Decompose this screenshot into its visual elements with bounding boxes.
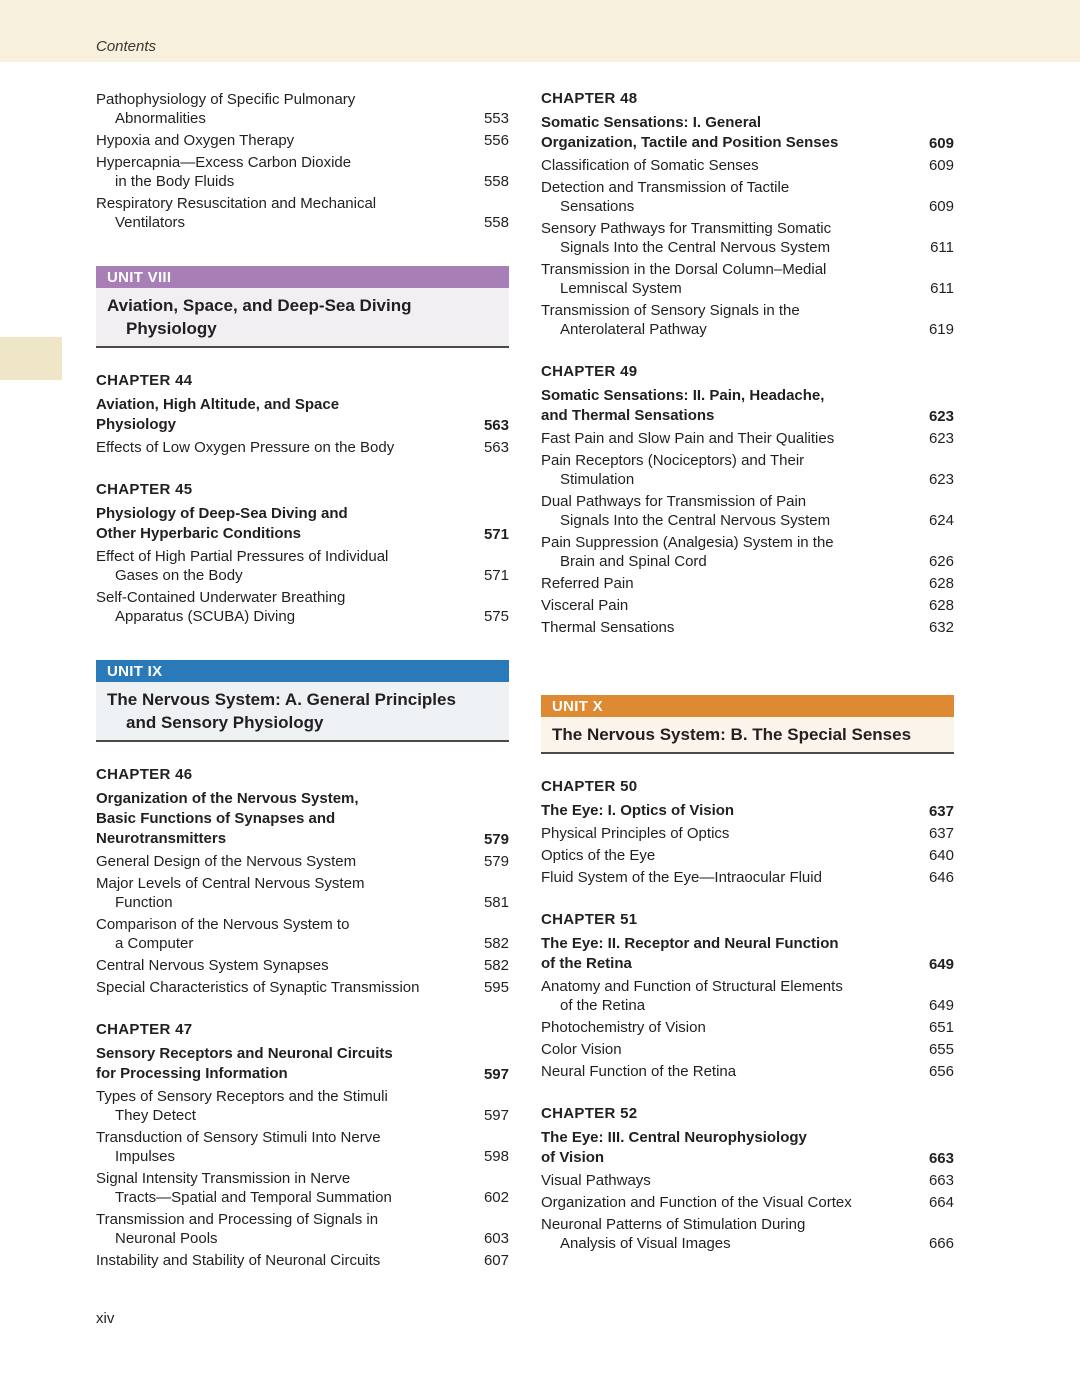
- toc-entry-text: [541, 1193, 917, 1212]
- chapter-51-section: [541, 911, 954, 1081]
- toc-entry-text: [96, 978, 472, 997]
- page-ref: 597: [483, 1066, 509, 1083]
- page-ref: 579: [483, 853, 509, 870]
- text-line: in the Body Fluids: [115, 173, 235, 190]
- toc-entry: [96, 915, 509, 953]
- unit-title-text: [552, 723, 944, 746]
- toc-entry-text: [96, 852, 472, 871]
- text-line: Aviation, Space, and Deep-Sea Diving: [107, 296, 412, 315]
- unit-label: UNIT IX: [107, 662, 163, 680]
- toc-entry: [541, 260, 954, 298]
- toc-entry-text: [96, 915, 472, 953]
- page-ref: 597: [483, 1107, 509, 1124]
- page-ref: 563: [483, 439, 509, 456]
- chapter-heading: CHAPTER 51: [541, 911, 638, 928]
- text-line: General Design of the Nervous System: [96, 853, 357, 870]
- text-line: Physiology: [96, 416, 177, 433]
- text-line: Apparatus (SCUBA) Diving: [115, 608, 296, 625]
- chapter-heading: CHAPTER 46: [96, 766, 193, 783]
- text-line: Color Vision: [541, 1041, 622, 1058]
- toc-entry-group: [541, 977, 954, 1081]
- text-line: Instability and Stability of Neuronal Circuits: [96, 1252, 381, 1269]
- page-ref: 624: [928, 512, 954, 529]
- text-line: Neuronal Pools: [115, 1230, 218, 1247]
- chapter-title: [541, 1128, 954, 1168]
- unit-title-text: [107, 294, 499, 340]
- toc-entry: [96, 1169, 509, 1207]
- page-ref: 609: [928, 198, 954, 215]
- text-line: Neuronal Patterns of Stimulation During: [541, 1216, 806, 1233]
- chapter-heading: CHAPTER 48: [541, 90, 638, 107]
- text-line: Somatic Sensations: II. Pain, Headache,: [541, 387, 825, 404]
- text-line: Effect of High Partial Pressures of Individual: [96, 548, 389, 565]
- page-ref: 656: [928, 1063, 954, 1080]
- text-line: Function: [115, 894, 173, 911]
- toc-entry: [96, 874, 509, 912]
- text-line: Detection and Transmission of Tactile: [541, 179, 790, 196]
- text-line: Pain Receptors (Nociceptors) and Their: [541, 452, 805, 469]
- text-line: Visceral Pain: [541, 597, 629, 614]
- page-ref: 556: [483, 132, 509, 149]
- chapter-heading: CHAPTER 44: [96, 372, 193, 389]
- text-line: Aviation, High Altitude, and Space: [96, 396, 340, 413]
- text-line: Ventilators: [115, 214, 186, 231]
- page-ref: 598: [483, 1148, 509, 1165]
- page-number: xiv: [96, 1310, 115, 1327]
- text-line: Tracts—Spatial and Temporal Summation: [115, 1189, 392, 1206]
- page-header: Contents: [96, 38, 157, 55]
- chapter-52-section: [541, 1105, 954, 1253]
- unit-label: UNIT X: [552, 697, 603, 715]
- text-line: Pathophysiology of Specific Pulmonary: [96, 91, 356, 108]
- toc-entry-text: [541, 156, 917, 175]
- page-ref: 664: [928, 1194, 954, 1211]
- toc-entry-group: [96, 438, 509, 457]
- page-ref: 632: [928, 619, 954, 636]
- text-line: Sensations: [560, 198, 635, 215]
- text-line: The Eye: I. Optics of Vision: [541, 802, 735, 819]
- toc-entry-text: [96, 1128, 472, 1166]
- page-ref: 663: [928, 1172, 954, 1189]
- toc-entry-text: [541, 533, 917, 571]
- text-line: Central Nervous System Synapses: [96, 957, 329, 974]
- toc-entry-group: [541, 824, 954, 887]
- toc-entry-text: [541, 260, 918, 298]
- chapter-heading: CHAPTER 47: [96, 1021, 193, 1038]
- toc-entry-group: [96, 1087, 509, 1270]
- page-ref: 581: [483, 894, 509, 911]
- page-ref: 595: [483, 979, 509, 996]
- page-ref: 628: [928, 597, 954, 614]
- text-line: Photochemistry of Vision: [541, 1019, 706, 1036]
- text-line: Sensory Pathways for Transmitting Somatic: [541, 220, 832, 237]
- text-line: for Processing Information: [96, 1065, 288, 1082]
- toc-entry-text: [96, 90, 472, 128]
- toc-entry: [541, 846, 954, 865]
- page-ref: 609: [928, 157, 954, 174]
- chapter-title-text: [541, 934, 917, 974]
- toc-entry-text: [541, 846, 917, 865]
- page-ref: 611: [930, 239, 954, 256]
- text-line: Signals Into the Central Nervous System: [560, 239, 831, 256]
- toc-entry-text: [96, 1251, 472, 1270]
- toc-entry: [541, 824, 954, 843]
- toc-entry: [541, 429, 954, 448]
- chapter-heading: CHAPTER 45: [96, 481, 193, 498]
- page-ref: 582: [483, 935, 509, 952]
- toc-entry: [96, 1128, 509, 1166]
- text-line: Transmission and Processing of Signals in: [96, 1211, 379, 1228]
- toc-entry: [96, 956, 509, 975]
- toc-entry: [541, 977, 954, 1015]
- toc-entry-text: [541, 219, 918, 257]
- text-line: of the Retina: [541, 955, 632, 972]
- text-line: Hypoxia and Oxygen Therapy: [96, 132, 295, 149]
- toc-entry-text: [541, 574, 917, 593]
- text-line: The Eye: II. Receptor and Neural Function: [541, 935, 839, 952]
- chapter-45-section: [96, 481, 509, 626]
- text-line: Self-Contained Underwater Breathing: [96, 589, 346, 606]
- text-line: Stimulation: [560, 471, 635, 488]
- unit-edge-tab: [0, 337, 62, 380]
- page-ref: 571: [483, 526, 509, 543]
- toc-entry-text: [96, 874, 472, 912]
- toc-entry: [541, 451, 954, 489]
- toc-entry: [96, 547, 509, 585]
- text-line: Classification of Somatic Senses: [541, 157, 759, 174]
- chapter-title-text: [96, 504, 472, 544]
- text-line: Sensory Receptors and Neuronal Circuits: [96, 1045, 393, 1062]
- text-line: Analysis of Visual Images: [560, 1235, 731, 1252]
- toc-column-left: [96, 90, 509, 1273]
- page-ref: 611: [930, 280, 954, 297]
- unit-x-banner: [541, 695, 954, 717]
- page-ref: 553: [483, 110, 509, 127]
- unit-x-section: [541, 695, 954, 754]
- chapter-44-section: [96, 372, 509, 457]
- chapter-title-text: [96, 1044, 472, 1084]
- text-line: Effects of Low Oxygen Pressure on the Body: [96, 439, 395, 456]
- page-ref: 626: [928, 553, 954, 570]
- toc-entry: [541, 868, 954, 887]
- page-ref: 651: [928, 1019, 954, 1036]
- page-ref: 623: [928, 430, 954, 447]
- toc-column-right: [541, 90, 954, 1256]
- toc-entry-text: [96, 438, 472, 457]
- toc-entry: [96, 153, 509, 191]
- unit-title: [96, 288, 509, 348]
- toc-entry-text: [96, 1169, 472, 1207]
- toc-entry: [541, 492, 954, 530]
- text-line: Signal Intensity Transmission in Nerve: [96, 1170, 351, 1187]
- page-ref: 646: [928, 869, 954, 886]
- toc-entry-group: [96, 852, 509, 997]
- text-line: Gases on the Body: [115, 567, 243, 584]
- toc-entry: [541, 156, 954, 175]
- text-line: Other Hyperbaric Conditions: [96, 525, 302, 542]
- toc-entry-text: [541, 824, 917, 843]
- toc-entry: [96, 1210, 509, 1248]
- text-line: a Computer: [115, 935, 194, 952]
- toc-entry: [541, 618, 954, 637]
- unit-ix-banner: [96, 660, 509, 682]
- toc-entry: [541, 1018, 954, 1037]
- text-line: They Detect: [115, 1107, 196, 1124]
- chapter-title: [96, 395, 509, 435]
- text-line: Pain Suppression (Analgesia) System in the: [541, 534, 834, 551]
- toc-entry: [541, 574, 954, 593]
- text-line: Organization, Tactile and Position Senses: [541, 134, 839, 151]
- page-ref: 582: [483, 957, 509, 974]
- toc-entry: [541, 596, 954, 615]
- chapter-title-text: [541, 1128, 917, 1168]
- text-line: Major Levels of Central Nervous System: [96, 875, 365, 892]
- toc-entry: [96, 1251, 509, 1270]
- page-ref: 655: [928, 1041, 954, 1058]
- text-line: Brain and Spinal Cord: [560, 553, 707, 570]
- page-ref: 628: [928, 575, 954, 592]
- text-line: Organization of the Nervous System,: [96, 790, 359, 807]
- toc-entry: [96, 588, 509, 626]
- text-line: and Thermal Sensations: [541, 407, 715, 424]
- page-ref: 640: [928, 847, 954, 864]
- chapter-title-text: [541, 113, 917, 153]
- toc-entry: [96, 1087, 509, 1125]
- toc-entry: [96, 852, 509, 871]
- text-line: Lemniscal System: [560, 280, 682, 297]
- text-line: Physiology of Deep-Sea Diving and: [96, 505, 348, 522]
- chapter-50-section: [541, 778, 954, 887]
- toc-entry-text: [96, 194, 472, 232]
- text-line: Transduction of Sensory Stimuli Into Nerve: [96, 1129, 381, 1146]
- text-line: Dual Pathways for Transmission of Pain: [541, 493, 807, 510]
- toc-entry: [96, 194, 509, 232]
- page-ref: 623: [928, 408, 954, 425]
- text-line: Neural Function of the Retina: [541, 1063, 737, 1080]
- toc-entry: [541, 533, 954, 571]
- text-line: Hypercapnia—Excess Carbon Dioxide: [96, 154, 352, 171]
- page-ref: 649: [928, 956, 954, 973]
- text-line: Abnormalities: [115, 110, 206, 127]
- text-line: Physical Principles of Optics: [541, 825, 730, 842]
- page-ref: 558: [483, 214, 509, 231]
- chapter-title: [541, 113, 954, 153]
- toc-entry-text: [541, 451, 917, 489]
- text-line: Somatic Sensations: I. General: [541, 114, 762, 131]
- text-line: Basic Functions of Synapses and: [96, 810, 336, 827]
- toc-entry: [96, 90, 509, 128]
- toc-entry-group: [96, 90, 509, 232]
- chapter-48-section: [541, 90, 954, 339]
- toc-entry-text: [96, 547, 472, 585]
- page-ref: 609: [928, 135, 954, 152]
- text-line: The Nervous System: A. General Principles: [107, 690, 456, 709]
- chapter-title: [96, 504, 509, 544]
- toc-entry: [541, 1171, 954, 1190]
- page-ref: 575: [483, 608, 509, 625]
- unit-viii-banner: [96, 266, 509, 288]
- toc-entry-text: [96, 956, 472, 975]
- text-line: Anterolateral Pathway: [560, 321, 707, 338]
- page-ref: 637: [928, 803, 954, 820]
- toc-entry-text: [541, 492, 917, 530]
- toc-entry: [96, 438, 509, 457]
- page-ref: 558: [483, 173, 509, 190]
- text-line: Referred Pain: [541, 575, 634, 592]
- chapter-title: [541, 934, 954, 974]
- toc-entry-text: [541, 178, 917, 216]
- toc-entry: [96, 978, 509, 997]
- toc-entry-text: [96, 131, 472, 150]
- toc-entry: [541, 219, 954, 257]
- text-line: Transmission of Sensory Signals in the: [541, 302, 800, 319]
- chapter-title: [96, 789, 509, 849]
- toc-entry: [541, 178, 954, 216]
- page-header-band: [0, 0, 1080, 62]
- toc-entry-text: [541, 1040, 917, 1059]
- toc-entry: [541, 1062, 954, 1081]
- text-line: Physiology: [126, 319, 217, 338]
- text-line: of the Retina: [560, 997, 646, 1014]
- chapter-title-text: [96, 395, 472, 435]
- chapter-title-text: [96, 789, 472, 849]
- toc-entry: [541, 1193, 954, 1212]
- text-line: Special Characteristics of Synaptic Transmission: [96, 979, 420, 996]
- toc-entry-group: [541, 429, 954, 637]
- toc-entry-text: [541, 1062, 917, 1081]
- toc-entry-text: [541, 1215, 917, 1253]
- text-line: The Eye: III. Central Neurophysiology: [541, 1129, 807, 1146]
- toc-entry: [541, 301, 954, 339]
- text-line: Fluid System of the Eye—Intraocular Fluid: [541, 869, 822, 886]
- page-ref: 623: [928, 471, 954, 488]
- toc-entry-text: [541, 868, 917, 887]
- text-line: Comparison of the Nervous System to: [96, 916, 350, 933]
- toc-entry-text: [96, 153, 472, 191]
- toc-entry: [541, 1215, 954, 1253]
- page-ref: 663: [928, 1150, 954, 1167]
- text-line: Signals Into the Central Nervous System: [560, 512, 831, 529]
- toc-entry: [541, 1040, 954, 1059]
- text-line: Fast Pain and Slow Pain and Their Qualities: [541, 430, 835, 447]
- page-ref: 619: [928, 321, 954, 338]
- chapter-title: [541, 386, 954, 426]
- page-ref: 563: [483, 417, 509, 434]
- chapter-46-section: [96, 766, 509, 997]
- unit-title: [541, 717, 954, 754]
- page-ref: 602: [483, 1189, 509, 1206]
- toc-entry-text: [541, 596, 917, 615]
- unit-viii-section: [96, 266, 509, 348]
- toc-entry-text: [96, 1087, 472, 1125]
- chapter-title: [96, 1044, 509, 1084]
- text-line: The Nervous System: B. The Special Senses: [552, 725, 912, 744]
- page-ref: 603: [483, 1230, 509, 1247]
- toc-entry-text: [541, 618, 917, 637]
- chapter-title: [541, 801, 954, 821]
- page-ref: 637: [928, 825, 954, 842]
- toc-entry-text: [541, 1171, 917, 1190]
- chapter-heading: CHAPTER 49: [541, 363, 638, 380]
- text-line: of Vision: [541, 1149, 605, 1166]
- chapter-heading: CHAPTER 52: [541, 1105, 638, 1122]
- text-line: Thermal Sensations: [541, 619, 675, 636]
- toc-entry-text: [541, 301, 917, 339]
- text-line: Organization and Function of the Visual Cortex: [541, 1194, 852, 1211]
- page-ref: 607: [483, 1252, 509, 1269]
- toc-entry-text: [96, 588, 472, 626]
- toc-entry-group: [541, 156, 954, 339]
- unit-title-text: [107, 688, 499, 734]
- page-ref: 571: [483, 567, 509, 584]
- toc-entry-text: [96, 1210, 472, 1248]
- text-line: Respiratory Resuscitation and Mechanical: [96, 195, 377, 212]
- text-line: Optics of the Eye: [541, 847, 656, 864]
- text-line: Impulses: [115, 1148, 176, 1165]
- chapter-title-text: [541, 386, 917, 426]
- toc-entry-text: [541, 1018, 917, 1037]
- toc-entry-text: [541, 977, 917, 1015]
- toc-entry-group: [541, 1171, 954, 1253]
- text-line: Visual Pathways: [541, 1172, 651, 1189]
- text-line: Types of Sensory Receptors and the Stimuli: [96, 1088, 388, 1105]
- unit-title: [96, 682, 509, 742]
- toc-entry-group: [96, 547, 509, 626]
- unit-label: UNIT VIII: [107, 268, 172, 286]
- unit-ix-section: [96, 660, 509, 742]
- chapter-49-section: [541, 363, 954, 637]
- chapter-heading: CHAPTER 50: [541, 778, 638, 795]
- text-line: and Sensory Physiology: [126, 713, 324, 732]
- toc-entry: [96, 131, 509, 150]
- text-line: Anatomy and Function of Structural Elements: [541, 978, 843, 995]
- text-line: Neurotransmitters: [96, 830, 227, 847]
- toc-entry-text: [541, 429, 917, 448]
- chapter-47-section: [96, 1021, 509, 1270]
- text-line: Transmission in the Dorsal Column–Medial: [541, 261, 827, 278]
- page-ref: 579: [483, 831, 509, 848]
- chapter-title-text: [541, 801, 917, 821]
- page-ref: 666: [928, 1235, 954, 1252]
- page-ref: 649: [928, 997, 954, 1014]
